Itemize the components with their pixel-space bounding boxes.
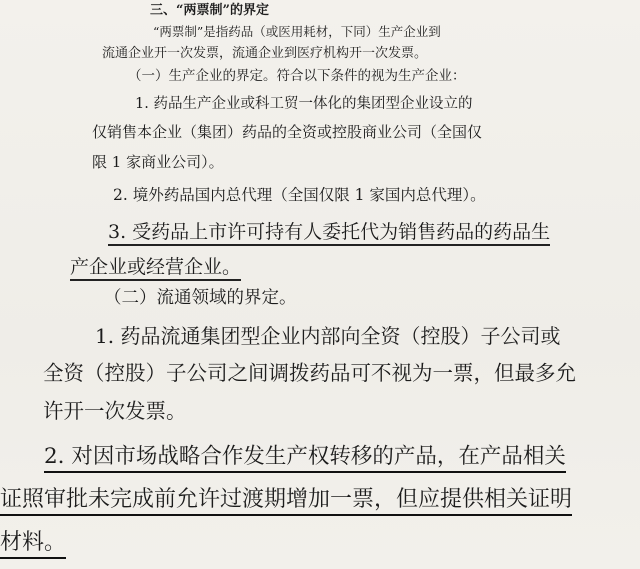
text-line: 1. 药品生产企业或科工贸一体化的集团型企业设立的: [135, 96, 473, 112]
subsection-heading: （二）流通领域的界定。: [104, 288, 297, 308]
text-line: “两票制”是指药品（或医用耗材，下同）生产企业到: [153, 24, 441, 39]
underlined-text-line: 产企业或经营企业。: [70, 258, 241, 281]
text-line: （一）生产企业的界定。符合以下条件的视为生产企业：: [128, 68, 466, 84]
text-line: 流通企业开一次发票，流通企业到医疗机构开一次发票。: [102, 46, 428, 61]
text-line: 2. 境外药品国内总代理（全国仅限 1 家国内总代理）。: [113, 186, 486, 204]
underlined-text-line: 材料。: [0, 532, 66, 559]
underlined-text-line: 3. 受药品上市许可持有人委托代为销售药品的药品生: [108, 223, 550, 246]
underlined-text-line: 证照审批未完成前允许过渡期增加一票，但应提供相关证明: [0, 489, 572, 516]
text-line: 全资（控股）子公司之间调拨药品可不视为一票，但最多允: [43, 361, 576, 385]
underlined-text-line: 2. 对因市场战略合作发生产权转移的产品，在产品相关: [44, 446, 566, 473]
text-line: 1. 药品流通集团型企业内部向全资（控股）子公司或: [95, 324, 561, 348]
text-line: 许开一次发票。: [43, 399, 187, 423]
text-line: 限 1 家商业公司）。: [92, 153, 224, 171]
text-line: 仅销售本企业（集团）药品的全资或控股商业公司（全国仅: [92, 123, 483, 141]
section-heading: 三、“两票制”的界定: [150, 3, 269, 18]
